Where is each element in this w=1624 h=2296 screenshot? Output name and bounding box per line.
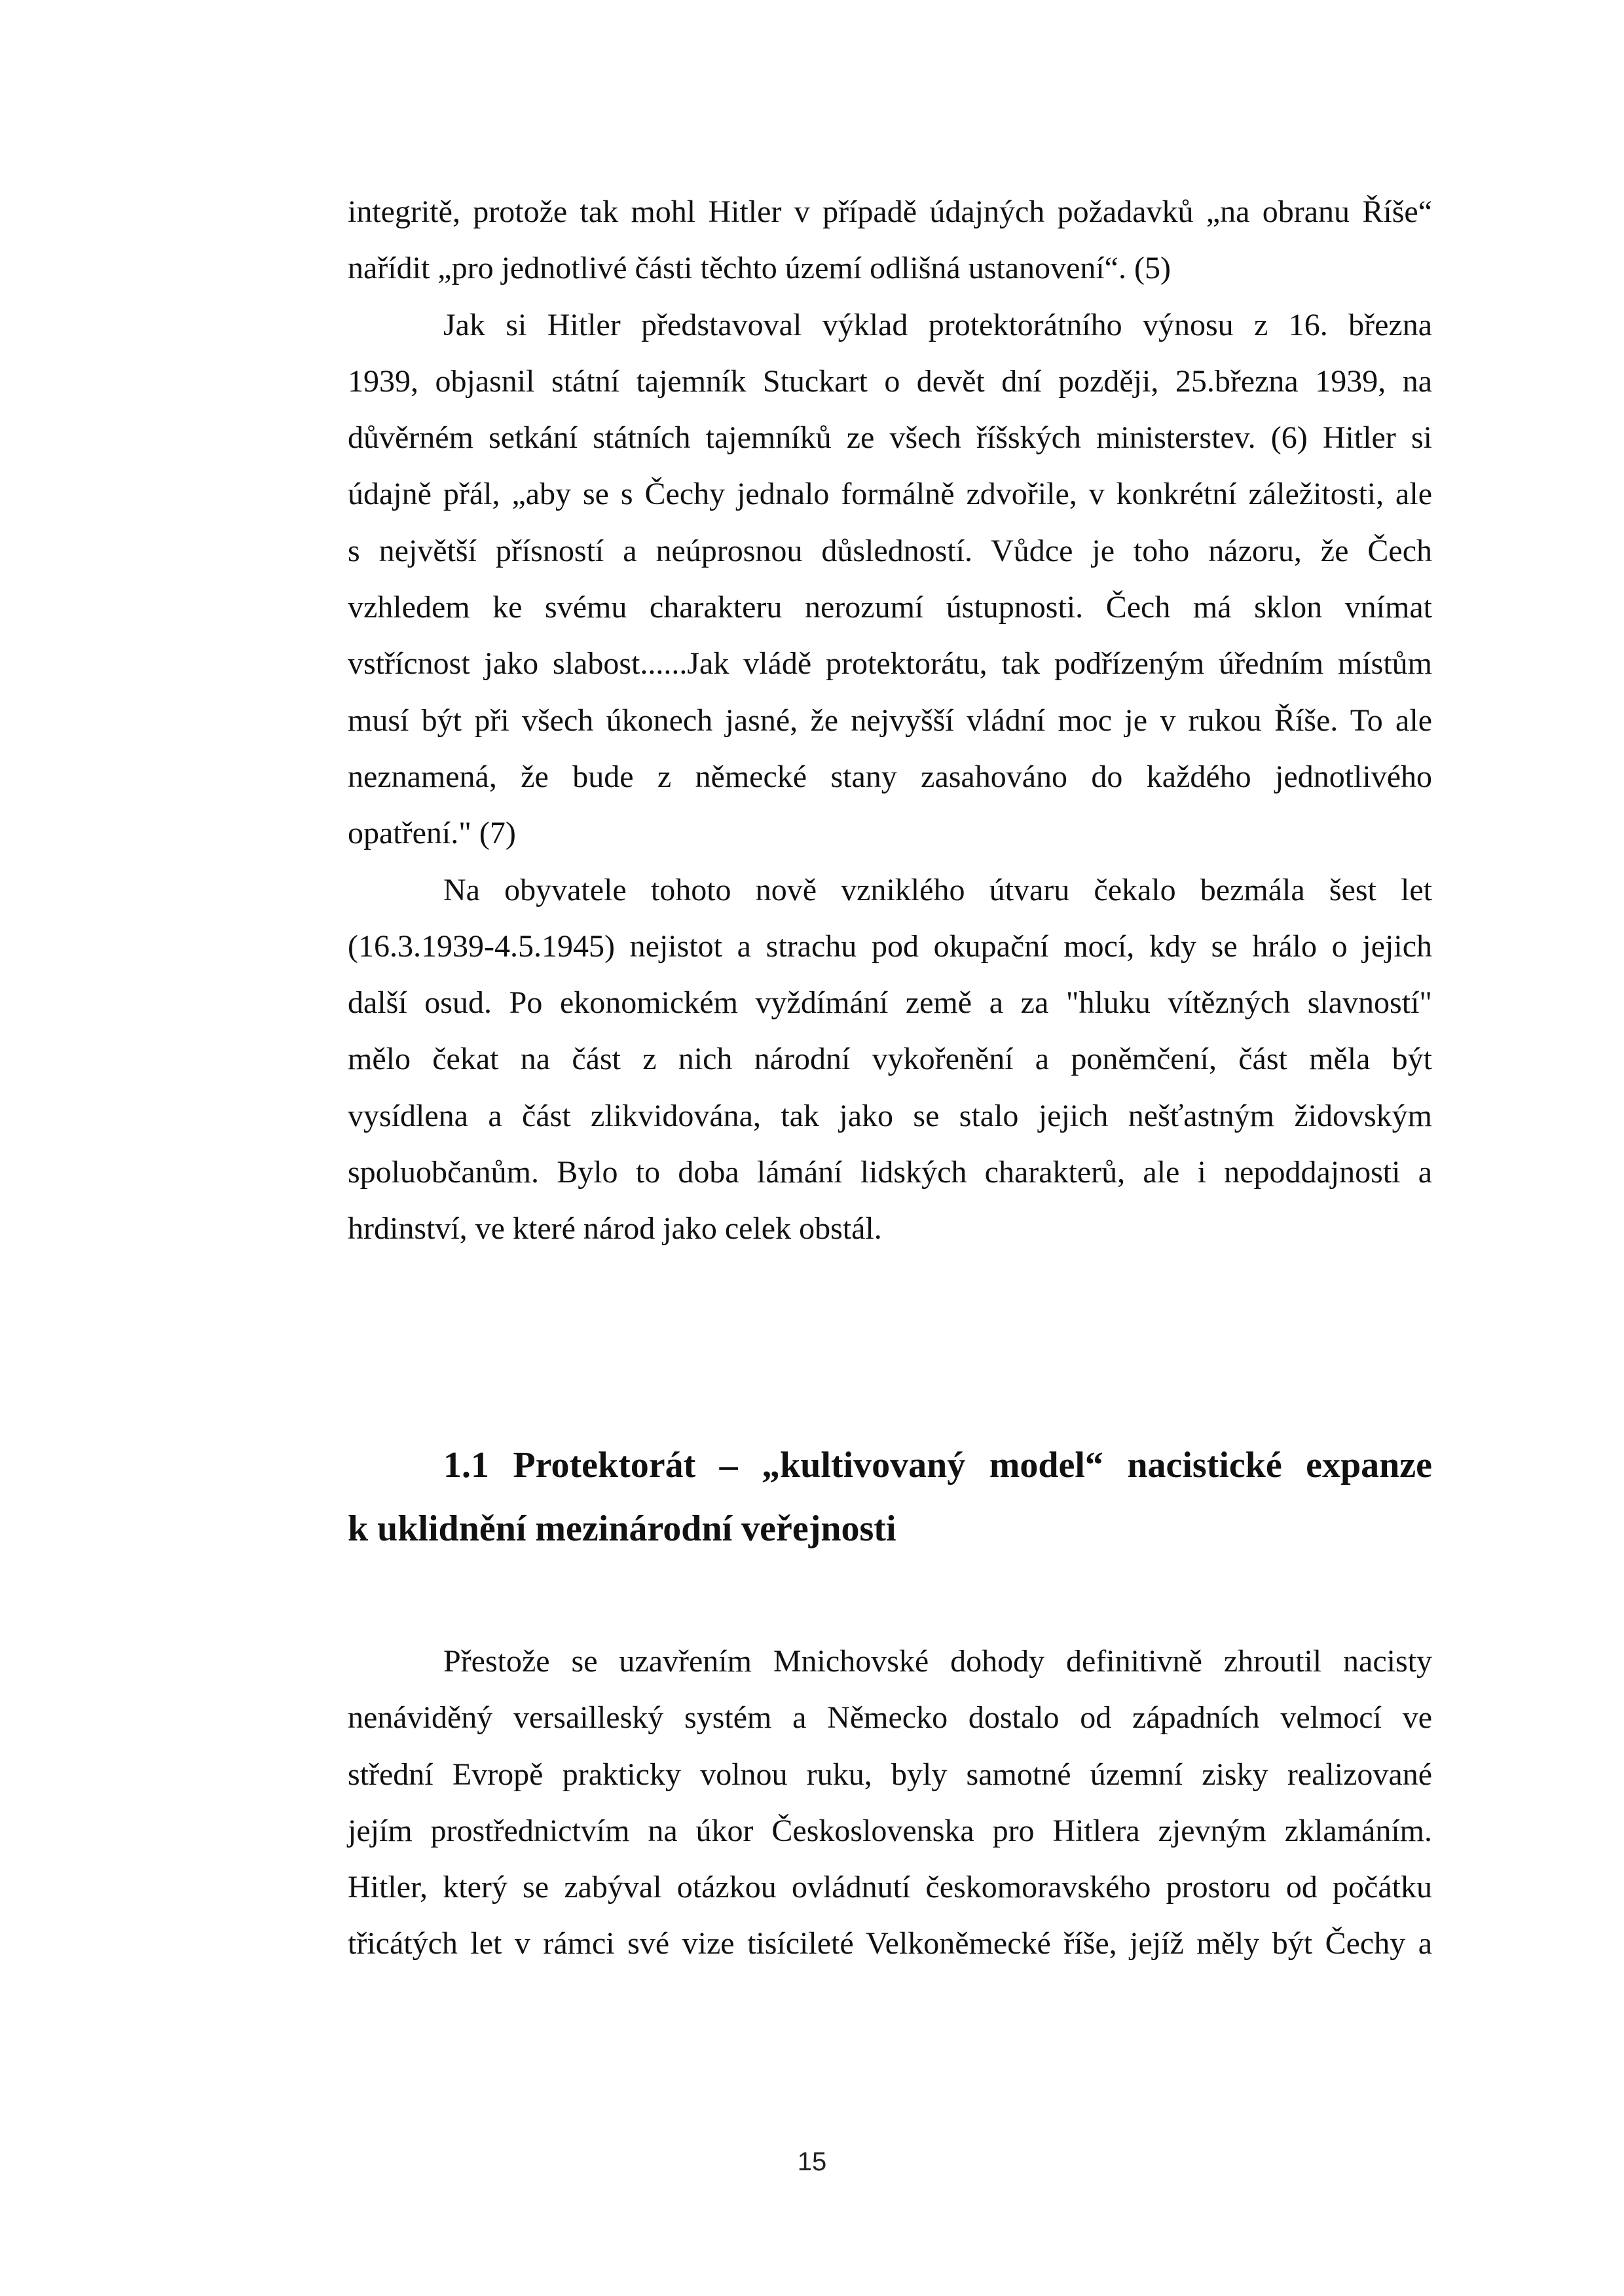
- text-line: mělo čekat na část z nich národní vykořenění a poněmčení, část měla být: [348, 1042, 1432, 1077]
- text-line: vzhledem ke svému charakteru nerozumí ústupnosti. Čech má sklon vnímat: [348, 590, 1432, 625]
- text-line: Hitler, který se zabýval otázkou ovládnutí českomoravského prostoru od počátku: [348, 1870, 1432, 1905]
- heading-line: 1.1 Protektorát – „kultivovaný model“ nacistické expanze: [443, 1445, 1432, 1485]
- text-line: jejím prostřednictvím na úkor Československa pro Hitlera zjevným zklamáním.: [348, 1813, 1432, 1848]
- text-line: třicátých let v rámci své vize tisícileté Velkoněmecké říše, jejíž měly být Čechy a: [348, 1926, 1432, 1961]
- text-line: nařídit „pro jednotlivé části těchto území odlišná ustanovení“. (5): [348, 251, 1171, 286]
- text-line: opatření." (7): [348, 816, 516, 851]
- text-line: 1939, objasnil státní tajemník Stuckart o devět dní později, 25.března 1939, na: [348, 363, 1432, 399]
- text-line: Jak si Hitler představoval výklad protektorátního výnosu z 16. března: [443, 307, 1432, 342]
- text-line: nenáviděný versailleský systém a Německo dostalo od západních velmocí ve: [348, 1700, 1432, 1736]
- text-line: údajně přál, „aby se s Čechy jednalo formálně zdvořile, v konkrétní záležitosti, ale: [348, 477, 1432, 512]
- paragraph-block-2: [348, 1633, 1432, 1973]
- text-line: vstřícnost jako slabost......Jak vládě protektorátu, tak podřízeným úředním místům: [348, 646, 1432, 682]
- text-line: integritě, protože tak mohl Hitler v případě údajných požadavků „na obranu Říše“: [348, 194, 1432, 229]
- text-line: (16.3.1939-4.5.1945) nejistot a strachu pod okupační mocí, kdy se hrálo o jejich: [348, 928, 1432, 964]
- paragraph-block-1: [348, 184, 1432, 1258]
- section-heading: [348, 1434, 1432, 1561]
- text-line: hrdinství, ve které národ jako celek obstál.: [348, 1211, 882, 1247]
- text-line: další osud. Po ekonomickém vyždímání země a za "hluku vítězných slavností": [348, 985, 1432, 1021]
- text-line: vysídlena a část zlikvidována, tak jako se stalo jejich nešťastným židovským: [348, 1098, 1432, 1133]
- text-line: spoluobčanům. Bylo to doba lámání lidských charakterů, ale i nepoddajnosti a: [348, 1155, 1432, 1190]
- text-line: musí být při všech úkonech jasné, že nejvyšší vládní moc je v rukou Říše. To ale: [348, 702, 1432, 738]
- text-line: střední Evropě prakticky volnou ruku, byly samotné územní zisky realizované: [348, 1757, 1432, 1792]
- text-line: důvěrném setkání státních tajemníků ze všech říšských ministerstev. (6) Hitler si: [348, 420, 1432, 456]
- text-line: s největší přísností a neúprosnou důsledností. Vůdce je toho názoru, že Čech: [348, 533, 1432, 568]
- text-line: Přestože se uzavřením Mnichovské dohody definitivně zhroutil nacisty: [443, 1644, 1432, 1679]
- heading-line: k uklidnění mezinárodní veřejnosti: [348, 1508, 896, 1549]
- page-number: 15: [797, 2147, 827, 2176]
- text-line: neznamená, že bude z německé stany zasahováno do každého jednotlivého: [348, 759, 1432, 794]
- text-line: Na obyvatele tohoto nově vzniklého útvaru čekalo bezmála šest let: [443, 872, 1432, 907]
